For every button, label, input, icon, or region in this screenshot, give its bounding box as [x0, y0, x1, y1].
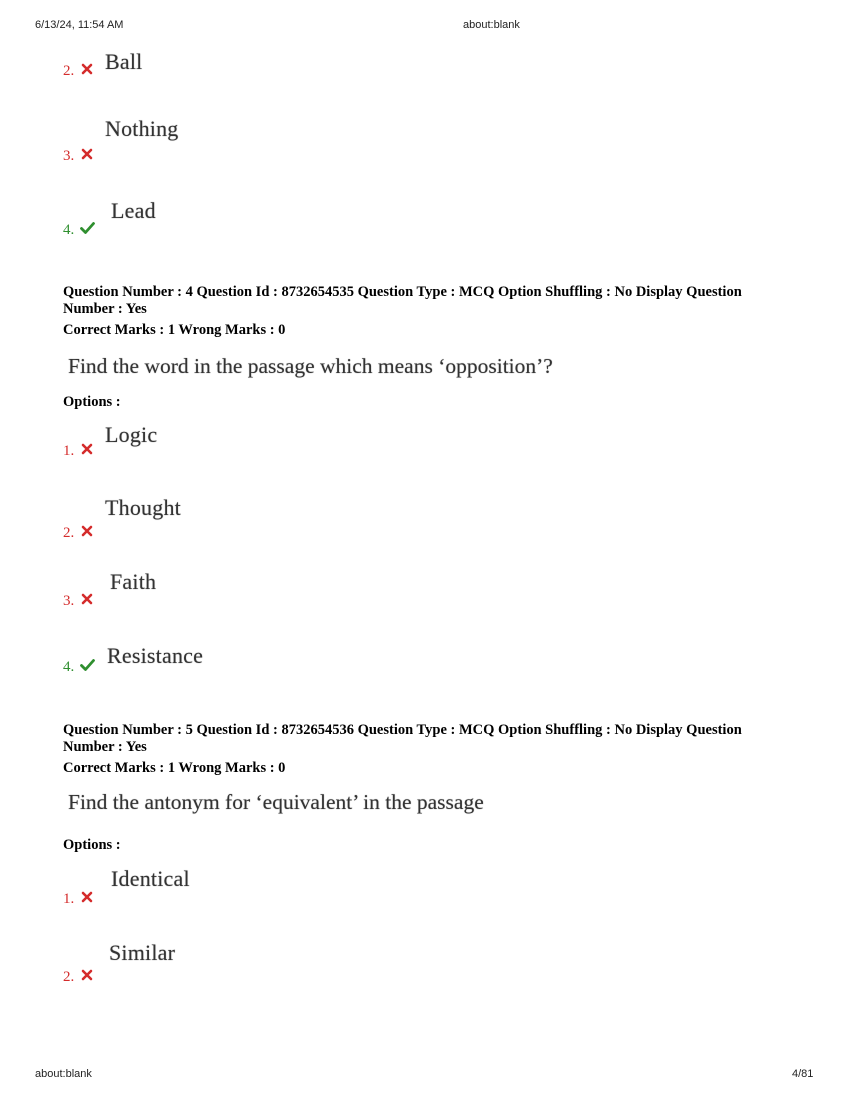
option-text: Thought	[105, 495, 181, 520]
options-label: Options :	[63, 394, 121, 410]
cross-icon	[81, 891, 93, 903]
check-icon	[80, 659, 95, 671]
question-meta-line2: Number : Yes	[63, 301, 147, 317]
page-counter: 4/81	[792, 1068, 814, 1080]
question-meta-line1: Question Number : 5 Question Id : 8732654536 Question Type : MCQ Option Shuffling : No Display Question	[63, 722, 742, 738]
question-marks: Correct Marks : 1 Wrong Marks : 0	[63, 322, 286, 338]
question-meta-line2: Number : Yes	[63, 739, 147, 755]
cross-icon	[81, 593, 93, 605]
option-text: Logic	[105, 422, 158, 447]
question-meta	[63, 722, 803, 756]
option-text: Identical	[111, 866, 190, 891]
option-number: 2.	[63, 525, 75, 541]
option-number: 3.	[63, 148, 75, 164]
question-text: Find the word in the passage which means ‘opposition’?	[68, 354, 553, 378]
option-text: Ball	[105, 49, 143, 74]
check-icon	[80, 222, 95, 234]
option-text: Resistance	[107, 643, 204, 668]
print-title: about:blank	[463, 19, 520, 31]
print-datetime: 6/13/24, 11:54 AM	[35, 19, 124, 31]
option-number: 2.	[63, 63, 75, 79]
question-marks: Correct Marks : 1 Wrong Marks : 0	[63, 760, 286, 776]
cross-icon	[81, 969, 93, 981]
option-number: 1.	[63, 891, 75, 907]
cross-icon	[81, 63, 93, 75]
option-number: 4.	[63, 659, 75, 675]
option-number: 1.	[63, 443, 75, 459]
option-number: 4.	[63, 222, 75, 238]
cross-icon	[81, 148, 93, 160]
print-footer-url: about:blank	[35, 1068, 92, 1080]
question-meta	[63, 284, 803, 318]
option-number: 3.	[63, 593, 75, 609]
option-number: 2.	[63, 969, 75, 985]
option-text: Similar	[109, 940, 176, 965]
option-text: Lead	[111, 198, 156, 223]
options-label: Options :	[63, 837, 121, 853]
option-text: Nothing	[105, 116, 179, 141]
question-text: Find the antonym for ‘equivalent’ in the passage	[68, 790, 484, 814]
option-text: Faith	[110, 569, 157, 594]
question-meta-line1: Question Number : 4 Question Id : 8732654535 Question Type : MCQ Option Shuffling : No Display Question	[63, 284, 742, 300]
cross-icon	[81, 443, 93, 455]
cross-icon	[81, 525, 93, 537]
